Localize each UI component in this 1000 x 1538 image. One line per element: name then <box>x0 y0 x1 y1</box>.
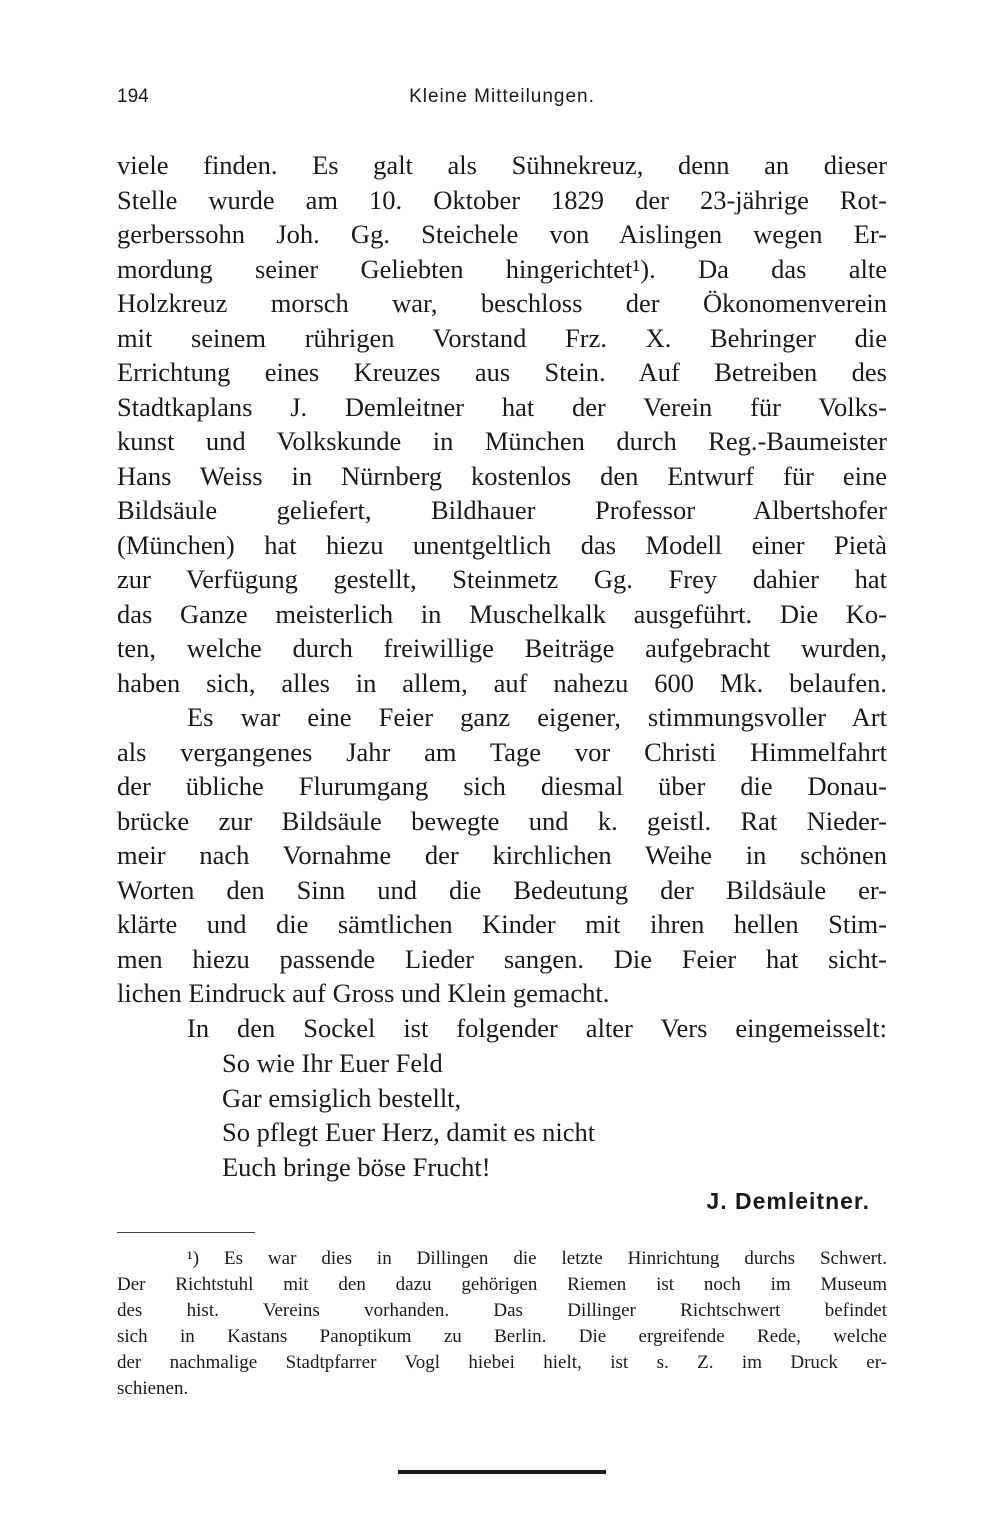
body-line: kunst und Volkskunde in München durch Reg.-Baumeister <box>117 426 887 456</box>
body-line: lichen Eindruck auf Gross und Klein gemacht. <box>117 978 610 1008</box>
running-head: Kleine Mitteilungen. <box>409 86 595 107</box>
body-line: als vergangenes Jahr am Tage vor Christi Himmelfahrt <box>117 736 887 767</box>
footnote-line: des hist. Vereins vorhanden. Das Dillinger Richtschwert befindet <box>117 1300 887 1321</box>
page-number: 194 <box>117 86 149 107</box>
verse-line: Euch bringe böse Frucht! <box>222 1151 491 1182</box>
body-line: ten, welche durch freiwillige Beiträge aufgebracht wurden, <box>117 633 887 663</box>
body-line: gerberssohn Joh. Gg. Steichele von Aislingen wegen Er- <box>117 219 887 249</box>
body-line: Stelle wurde am 10. Oktober 1829 der 23-jährige Rot- <box>117 184 887 215</box>
body-line: haben sich, alles in allem, auf nahezu 600 Mk. belaufen. <box>117 667 887 698</box>
verse-line: So wie Ihr Euer Feld <box>222 1048 443 1078</box>
body-line: meir nach Vornahme der kirchlichen Weihe in schönen <box>117 840 887 870</box>
footnote-divider <box>117 1232 255 1233</box>
body-line: Hans Weiss in Nürnberg kostenlos den Entwurf für eine <box>117 460 887 491</box>
footnote <box>117 1246 887 1402</box>
end-rule <box>398 1470 606 1474</box>
body-line: In den Sockel ist folgender alter Vers eingemeisselt: <box>187 1012 887 1043</box>
body-line: Errichtung eines Kreuzes aus Stein. Auf Betreiben des <box>117 357 887 387</box>
footnote-line: der nachmalige Stadtpfarrer Vogl hiebei hielt, ist s. Z. im Druck er- <box>117 1352 887 1373</box>
body-line: das Ganze meisterlich in Muschelkalk ausgeführt. Die Ko- <box>117 598 887 629</box>
body-line: (München) hat hiezu unentgeltlich das Modell einer Pietà <box>117 529 887 560</box>
body-line: brücke zur Bildsäule bewegte und k. geistl. Rat Nieder- <box>117 805 887 836</box>
body-line: mordung seiner Geliebten hingerichtet¹). Da das alte <box>117 253 887 284</box>
body-line: der übliche Flurumgang sich diesmal über die Donau- <box>117 771 887 801</box>
page-header <box>117 86 887 118</box>
author-signature: J. Demleitner. <box>706 1188 870 1214</box>
footnote-line: Der Richtstuhl mit den dazu gehörigen Riemen ist noch im Museum <box>117 1274 887 1295</box>
footnote-line: ¹) Es war dies in Dillingen die letzte Hinrichtung durchs Schwert. <box>187 1248 887 1269</box>
footnote-line: schienen. <box>117 1378 189 1399</box>
body-line: men hiezu passende Lieder sangen. Die Feier hat sicht- <box>117 943 887 974</box>
body-line: Stadtkaplans J. Demleitner hat der Verein für Volks- <box>117 391 887 422</box>
body-line: Es war eine Feier ganz eigener, stimmungsvoller Art <box>187 702 887 732</box>
body-line: Worten den Sinn und die Bedeutung der Bildsäule er- <box>117 874 887 905</box>
body-line: klärte und die sämtlichen Kinder mit ihren hellen Stim- <box>117 909 887 939</box>
footnote-line: sich in Kastans Panoptikum zu Berlin. Die ergreifende Rede, welche <box>117 1326 887 1347</box>
verse-line: So pflegt Euer Herz, damit es nicht <box>222 1117 596 1147</box>
body-line: viele finden. Es galt als Sühnekreuz, denn an dieser <box>117 150 887 180</box>
body-text <box>117 148 887 1045</box>
verse-block <box>222 1046 595 1184</box>
verse-line: Gar emsiglich bestellt, <box>222 1082 462 1113</box>
body-line: zur Verfügung gestellt, Steinmetz Gg. Frey dahier hat <box>117 564 887 594</box>
body-line: mit seinem rührigen Vorstand Frz. X. Behringer die <box>117 322 887 353</box>
body-line: Holzkreuz morsch war, beschloss der Ökonomenverein <box>117 288 887 318</box>
body-line: Bildsäule geliefert, Bildhauer Professor Albertshofer <box>117 495 887 525</box>
